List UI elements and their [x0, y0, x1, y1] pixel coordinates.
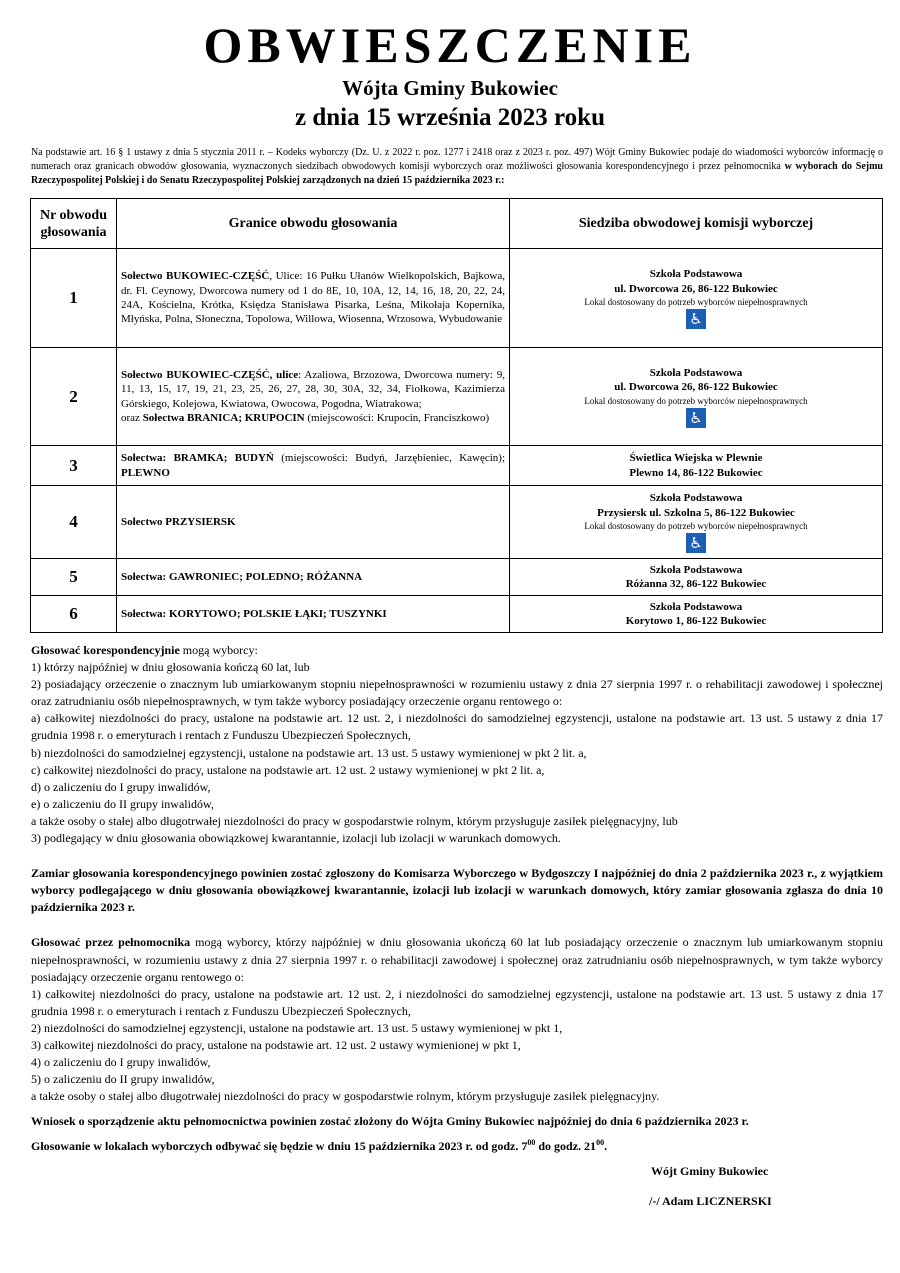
header-siedziba: Siedziba obwodowej komisji wyborczej — [510, 199, 883, 249]
voting-hours-sup: 00 — [596, 1138, 605, 1148]
table-row — [31, 348, 883, 446]
district-number: 6 — [31, 596, 117, 633]
intro-bold: w wyborach do Sejmu Rzeczypospolitej Polskiej i do Senatu Rzeczypospolitej Polskiej zarządzonych na dzień 15 października 2023 r.: — [31, 161, 883, 186]
list-item: c) całkowitej niezdolności do pracy, ustalone na podstawie art. 12 ust. 2 ustawy wymienionej w pkt 2 lit. a, — [31, 762, 545, 777]
koresp-lead — [31, 642, 883, 659]
table-row — [31, 446, 883, 486]
district-seat — [510, 596, 883, 633]
district-bounds — [117, 348, 510, 446]
list-item: 2) posiadający orzeczenie o znacznym lub umiarkowanym stopniu niepełnosprawności w rozumieniu ustawy z dnia 27 sierpnia 1997 r. o rehabilitacji zawodowej i społecznej oraz zatrudnianiu osób niepełnosprawnych, w tym także wyborcy posiadający orzeczenie organu rentowego o: — [31, 677, 883, 709]
district-number: 3 — [31, 446, 117, 486]
list-item: e) o zaliczeniu do II grupy inwalidów, — [31, 796, 214, 811]
seat-address: ul. Dworcowa 26, 86-122 Bukowiec — [614, 381, 778, 393]
bounds-text: (miejscowości: Budyń, Jarzębieniec, Kawęcin); — [273, 452, 506, 465]
signature-name: /-/ Adam LICZNERSKI — [649, 1194, 772, 1208]
wheelchair-icon: ♿ — [686, 309, 706, 329]
koresp-deadline: Zamiar głosowania korespondencyjnego powinien zostać zgłoszony do Komisarza Wyborczego w Bydgoszczy I najpóźniej do dnia 2 października 2023 r., z wyjątkiem wyborcy podlegającego w dniu głosowania obowiązkowej kwarantannie, izolacji lub izolacji w warunkach domowych, który zamiar głosowania zgłasza do dnia 10 października 2023 r. — [31, 866, 883, 915]
district-number: 1 — [31, 249, 117, 348]
wheelchair-icon: ♿ — [686, 408, 706, 428]
bounds-bold: Sołectwo BUKOWIEC-CZĘŚĆ — [121, 270, 270, 283]
spacer — [31, 916, 883, 934]
district-bounds — [117, 486, 510, 559]
district-number: 4 — [31, 486, 117, 559]
header-granice: Granice obwodu głosowania — [117, 199, 510, 249]
seat-address: Korytowo 1, 86-122 Bukowiec — [625, 615, 767, 627]
seat-name: Szkoła Podstawowa — [649, 492, 743, 504]
voting-hours-text: . — [604, 1139, 608, 1154]
seat-name: Szkoła Podstawowa — [649, 600, 743, 613]
table-row — [31, 249, 883, 348]
district-bounds — [117, 596, 510, 633]
table-row — [31, 596, 883, 633]
spacer — [31, 847, 883, 865]
bounds-bold: Sołectwa BRANICA; KRUPOCIN — [142, 411, 305, 424]
voting-hours — [31, 1138, 883, 1155]
seat-address: Plewno 14, 86-122 Bukowiec — [629, 466, 763, 479]
list-item: b) niezdolności do samodzielnej egzystencji, ustalone na podstawie art. 13 ust. 5 ustawy wymienionej w pkt 2 lit. a, — [31, 745, 587, 760]
seat-name: Szkoła Podstawowa — [649, 268, 743, 280]
bounds-bold: PLEWNO — [121, 466, 170, 479]
bounds-bold: Sołectwo PRZYSIERSK — [121, 515, 236, 528]
seat-name: Świetlica Wiejska w Plewnie — [629, 452, 763, 464]
wheelchair-icon: ♿ — [686, 533, 706, 553]
accessible-label: Lokal dostosowany do potrzeb wyborców niepełnosprawnych — [584, 521, 808, 531]
district-number: 5 — [31, 559, 117, 596]
table-row — [31, 486, 883, 559]
pelnom-lead-text: mogą wyborcy, którzy najpóźniej w dniu głosowania ukończą 60 lat lub posiadający orzeczenie o znacznym lub umiarkowanym stopniu niepełnosprawności, w rozumieniu ustawy z dnia 27 sierpnia 1997 r. o rehabilitacji zawodowej i społecznej oraz zatrudnianiu osób niepełnosprawnych, w tym także wyborcy posiadający orzeczenie organu rentowego o: — [31, 935, 883, 984]
voting-hours-sup: 00 — [527, 1138, 536, 1148]
document-title: OBWIESZCZENIE — [203, 17, 697, 73]
seat-name: Szkoła Podstawowa — [649, 366, 743, 379]
table-row — [31, 559, 883, 596]
document-date: z dnia 15 września 2023 roku — [295, 104, 605, 131]
list-item: 4) o zaliczeniu do I grupy inwalidów, — [31, 1055, 211, 1070]
seat-address: ul. Dworcowa 26, 86-122 Bukowiec — [614, 282, 778, 295]
document-subtitle: Wójta Gminy Bukowiec — [342, 76, 558, 100]
list-item: 5) o zaliczeniu do II grupy inwalidów, — [31, 1072, 215, 1087]
pelnom-lead-bold: Głosować przez pełnomocnika — [31, 935, 191, 950]
accessible-label: Lokal dostosowany do potrzeb wyborców niepełnosprawnych — [584, 297, 808, 307]
bounds-text: : Azaliowa, Brzozowa, Dworcowa numery: 9, 11, 13, 15, 17, 19, 21, 23, 25, 26, 27, 28, 30, 30A, 32, 34, Fiołkowa, Kazimierza Górskiego, Kolejowa, Kwiatowa, Owocowa, Pogodna, Wiatrakowa; — [121, 368, 505, 410]
district-seat — [510, 559, 883, 596]
list-item: 2) niezdolności do samodzielnej egzystencji, ustalone na podstawie art. 13 ust. 5 ustawy wymienionej w pkt 1, — [31, 1020, 563, 1035]
signature-role: Wójt Gminy Bukowiec — [651, 1164, 769, 1178]
list-item: a) całkowitej niezdolności do pracy, ustalone na podstawie art. 12 ust. 2, i niezdolności do samodzielnej egzystencji, ustalone na podstawie art. 13 ust. 5 ustawy z dnia 17 grudnia 1998 r. o emeryturach i rentach z Funduszu Ubezpieczeń Społecznych, — [31, 711, 883, 743]
district-seat — [510, 348, 883, 446]
district-number: 2 — [31, 348, 117, 446]
bounds-bold: Sołectwo BUKOWIEC-CZĘŚĆ, ulice — [121, 368, 299, 381]
accessible-label: Lokal dostosowany do potrzeb wyborców niepełnosprawnych — [584, 395, 808, 406]
header-nr: Nr obwodu głosowania — [31, 199, 117, 249]
district-bounds — [117, 446, 510, 486]
district-seat — [510, 446, 883, 486]
pelnom-deadline: Wniosek o sporządzenie aktu pełnomocnictwa powinien zostać złożony do Wójta Gminy Bukowiec najpóźniej do dnia 6 października 2023 r. — [31, 1114, 749, 1129]
list-item: d) o zaliczeniu do I grupy inwalidów, — [31, 779, 211, 794]
districts-table — [30, 198, 883, 633]
spacer — [31, 1105, 883, 1113]
bounds-bold: Sołectwa: GAWRONIEC; POLEDNO; RÓŻANNA — [121, 570, 363, 583]
table-header-row — [31, 199, 883, 249]
list-item: a także osoby o stałej albo długotrwałej niezdolności do pracy w gospodarstwie rolnym, którym przysługuje zasiłek pielęgnacyjny. — [31, 1089, 660, 1104]
koresp-lead-bold: Głosować korespondencyjnie — [31, 643, 180, 657]
voting-hours-text: do godz. 21 — [535, 1139, 597, 1154]
bounds-text: , Ulice: 16 Pułku Ułanów Wielkopolskich, Bajkowa, dr. Fl. Ceynowy, Dworcowa numery od 1 do 8E, 10, 10A, 12, 14, 16, 18, 20, 22, 24, 24A, Kościelna, Krótka, Księdza Stanisława Pisarka, Leśna, Mikołaja Kopernika, Młyńska, Polna, Słoneczna, Topolowa, Willowa, Wiosenna, Wrzosowa, Wybudowanie — [121, 270, 506, 326]
notice-body — [31, 642, 883, 1156]
intro-paragraph — [31, 146, 883, 188]
bounds-bold: Sołectwa: KORYTOWO; POLSKIE ŁĄKI; TUSZYNKI — [121, 607, 387, 620]
bounds-bold: Sołectwa: BRAMKA; BUDYŃ — [121, 452, 274, 465]
district-bounds — [117, 249, 510, 348]
list-item: a także osoby o stałej albo długotrwałej niezdolności do pracy w gospodarstwie rolnym, którym przysługuje zasiłek pielęgnacyjny, lub — [31, 813, 678, 828]
district-seat — [510, 249, 883, 348]
intro-text: Na podstawie art. 16 § 1 ustawy z dnia 5 stycznia 2011 r. – Kodeks wyborczy (Dz. U. z 2022 r. poz. 1277 i 2418 oraz z 2023 r. poz. 497) Wójt Gminy Bukowiec podaje do wiadomości wyborców informację o numerach oraz granicach obwodów głosowania, wyznaczonych siedzibach obwodowych komisji wyborczych oraz możliwości głosowania korespondencyjnego i przez pełnomocnika — [31, 147, 883, 172]
seat-name: Szkoła Podstawowa — [649, 563, 743, 576]
pelnom-lead — [31, 934, 883, 985]
list-item: 3) całkowitej niezdolności do pracy, ustalone na podstawie art. 12 ust. 2 ustawy wymienionej w pkt 1, — [31, 1037, 521, 1052]
list-item: 1) całkowitej niezdolności do pracy, ustalone na podstawie art. 12 ust. 2, i niezdolności do samodzielnej egzystencji, ustalone na podstawie art. 13 ust. 5 ustawy z dnia 17 grudnia 1998 r. o emeryturach i rentach z Funduszu Ubezpieczeń Społecznych, — [31, 986, 883, 1018]
koresp-lead-text: mogą wyborcy: — [179, 643, 258, 657]
list-item: 3) podlegający w dniu głosowania obowiązkowej kwarantannie, izolacji lub izolacji w warunkach domowych. — [31, 831, 561, 846]
seat-address: Różanna 32, 86-122 Bukowiec — [625, 578, 767, 590]
list-item: 1) którzy najpóźniej w dniu głosowania kończą 60 lat, lub — [31, 660, 310, 675]
bounds-text: (miejscowości: Krupocin, Franciszkowo) — [304, 411, 490, 424]
voting-hours-text: Głosowanie w lokalach wyborczych odbywać się będzie w dniu 15 października 2023 r. od godz. 7 — [31, 1139, 528, 1154]
seat-address: Przysiersk ul. Szkolna 5, 86-122 Bukowiec — [597, 506, 795, 519]
district-bounds — [117, 559, 510, 596]
spacer — [31, 1130, 883, 1138]
district-seat — [510, 486, 883, 559]
bounds-text: oraz — [121, 411, 143, 424]
